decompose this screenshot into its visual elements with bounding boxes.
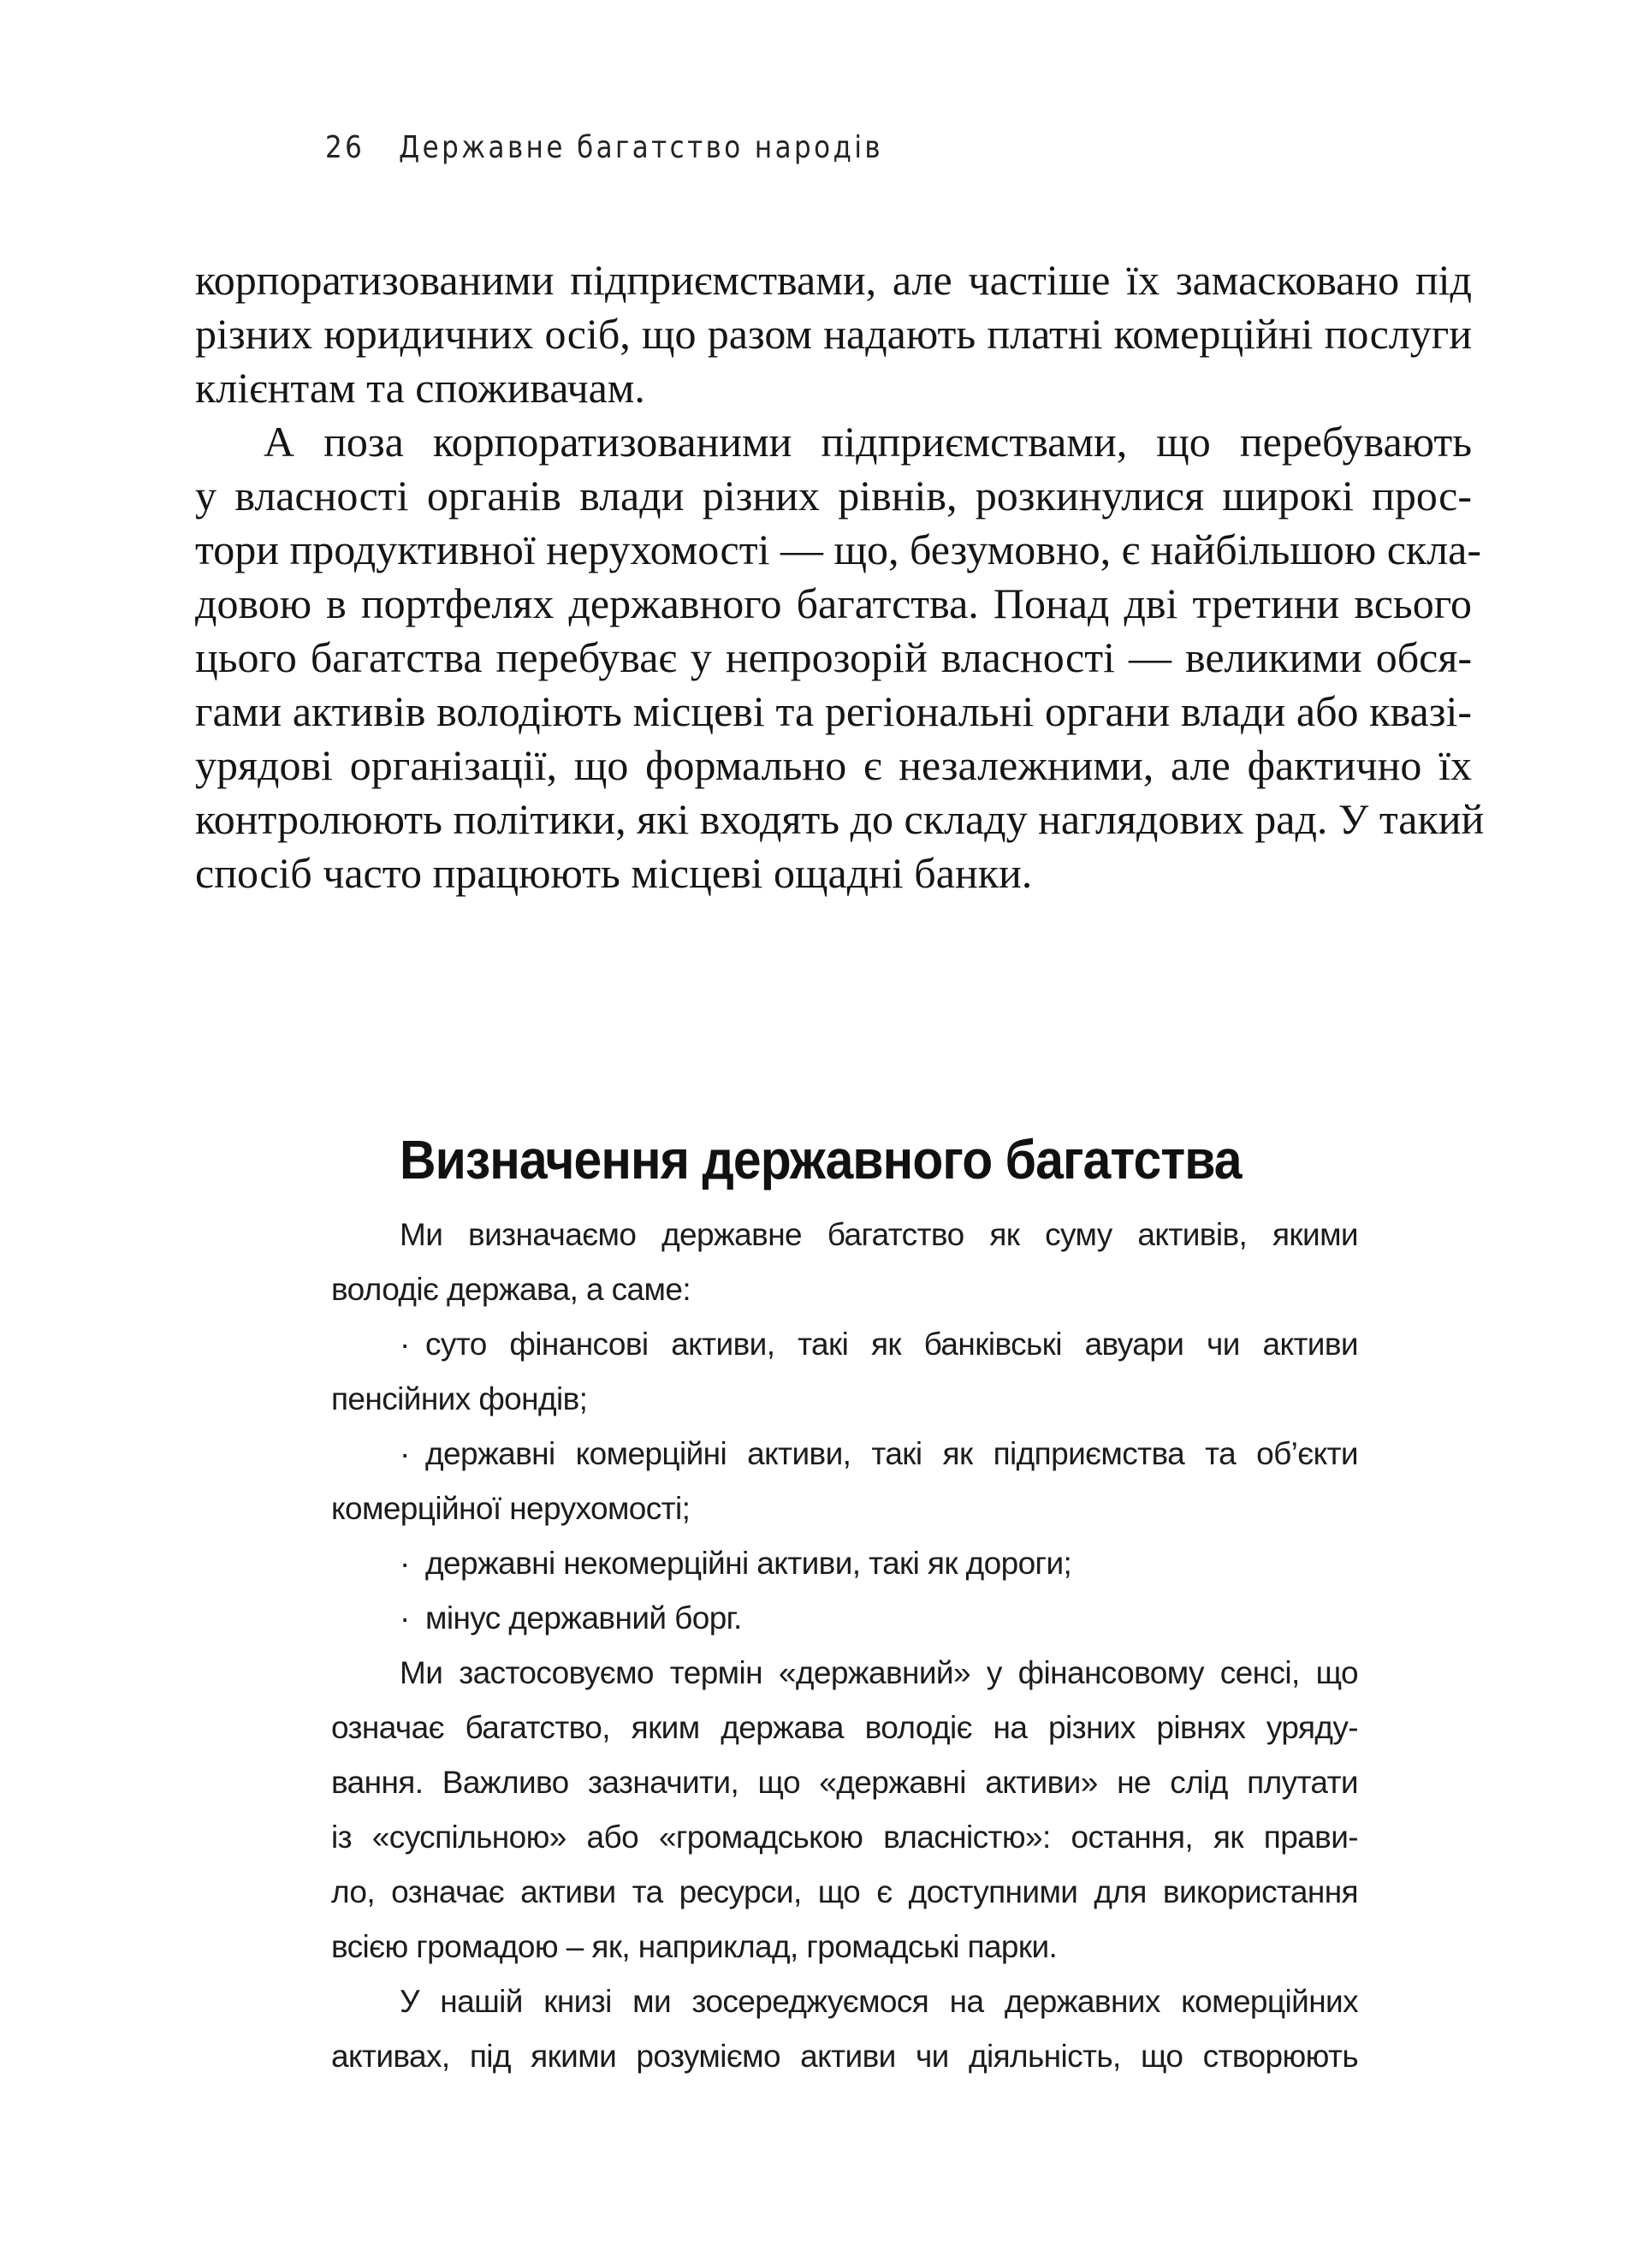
page-number: 26 — [325, 130, 365, 165]
text-line: володіє держава, а саме: — [331, 1272, 691, 1307]
text-line: спосіб часто працюють місцеві ощадні банки. — [195, 849, 1033, 897]
bullet-icon: · — [400, 1600, 410, 1636]
bullet-item-financial-assets — [331, 1317, 1358, 1372]
text-line: у власності органів влади різних рівнів, розкинулися широкі прос- — [195, 472, 1472, 520]
book-title: Державне багатство народів — [399, 130, 884, 165]
text-line: клієнтам та споживачам. — [195, 364, 645, 412]
text-line: гами активів володіють місцеві та регіональні органи влади або квазі- — [195, 687, 1472, 735]
bullet-text: державні комерційні активи, такі як підприємства та об’єкти — [425, 1436, 1358, 1471]
bullet-item-public-debt — [331, 1591, 1358, 1646]
bullet-icon: · — [400, 1546, 410, 1581]
bullet-item-commercial-assets — [331, 1427, 1358, 1481]
text-line: корпоратизованими підприємствами, але частіше їх замасковано під — [195, 256, 1472, 304]
text-line: всією громадою – як, наприклад, громадські парки. — [331, 1929, 1058, 1964]
running-head — [325, 130, 883, 173]
paragraph-first-line: Ми застосовуємо термін «державний» у фінансовому сенсі, що — [400, 1655, 1358, 1690]
text-line: пенсійних фондів; — [331, 1381, 588, 1416]
text-line: урядові організації, що формально є незалежними, але фактично їх — [195, 741, 1472, 789]
bullet-icon: · — [400, 1436, 410, 1471]
text-line: довою в портфелях державного багатства. Понад дві третини всього — [195, 579, 1472, 627]
bullet-item-noncommercial-assets — [331, 1536, 1358, 1591]
text-line: означає багатство, яким держава володіє на різних рівнях уряду- — [331, 1710, 1358, 1745]
text-line: різних юридичних осіб, що разом надають платні комерційні послуги — [195, 310, 1472, 358]
text-line: ло, означає активи та ресурси, що є доступними для використання — [331, 1874, 1358, 1909]
text-line: із «суспільною» або «громадською власністю»: остання, як прави- — [331, 1820, 1358, 1855]
text-line: тори продуктивної нерухомості — що, безумовно, є найбільшою скла- — [195, 525, 1481, 573]
body-text-section-1 — [195, 253, 1485, 900]
bullet-icon: · — [400, 1327, 410, 1362]
bullet-text: мінус державний борг. — [425, 1600, 742, 1636]
paragraph-first-line: Ми визначаємо державне багатство як суму активів, якими — [400, 1217, 1358, 1252]
paragraph-first-line: А поза корпоратизованими підприємствами, що перебувають — [264, 418, 1472, 466]
text-line: вання. Важливо зазначити, що «державні активи» не слід плутати — [331, 1765, 1358, 1800]
bullet-text: державні некомерційні активи, такі як дороги; — [425, 1546, 1072, 1581]
text-line: цього багатства перебуває у непрозорій власності — великими обся- — [195, 633, 1472, 681]
section-heading: Визначення державного багатства — [400, 1129, 1242, 1191]
text-line: контролюють політики, які входять до складу наглядових рад. У такий — [195, 795, 1485, 843]
body-text-section-2 — [331, 1208, 1358, 2084]
text-line: активах, під якими розуміємо активи чи діяльність, що створюють — [331, 2039, 1358, 2074]
paragraph-first-line: У нашій книзі ми зосереджуємося на державних комерційних — [400, 1984, 1358, 2019]
bullet-text: суто фінансові активи, такі як банківські авуари чи активи — [425, 1327, 1358, 1362]
text-line: комерційної нерухомості; — [331, 1491, 691, 1526]
